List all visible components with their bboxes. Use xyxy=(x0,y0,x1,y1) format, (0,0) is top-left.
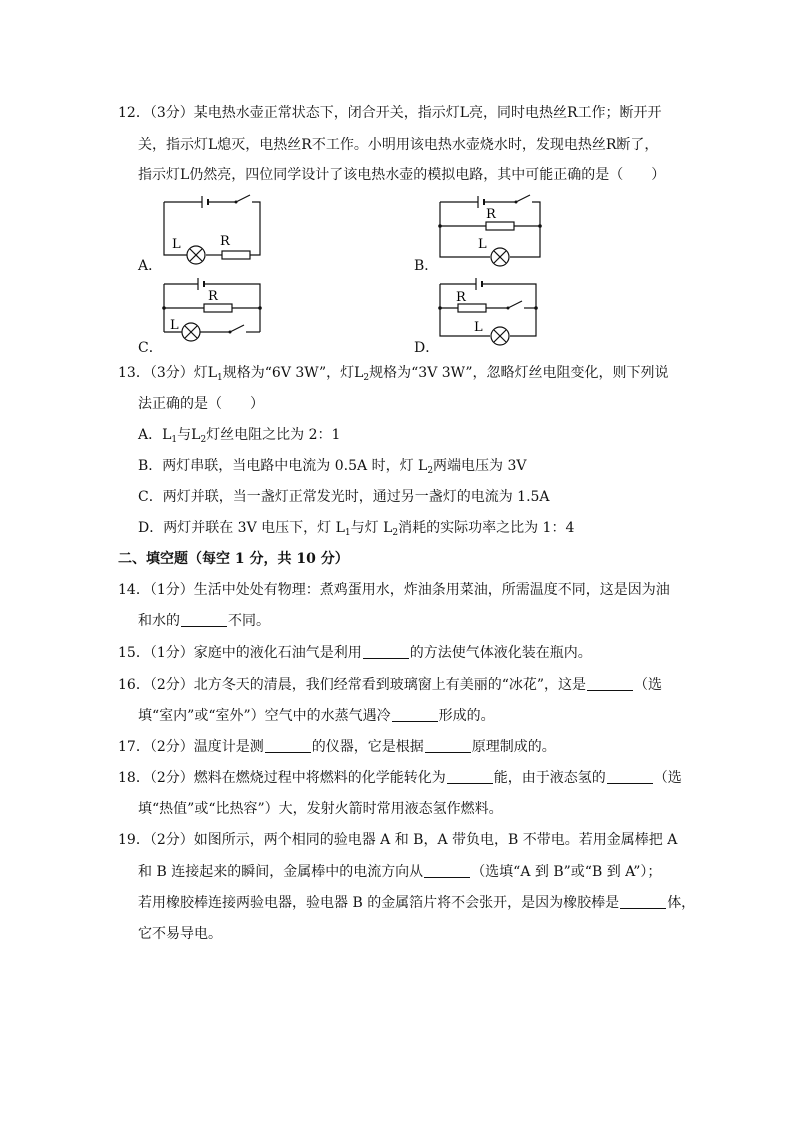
sub-2: 2 xyxy=(363,373,370,383)
q12-line3: 指示灯L仍然亮，四位同学设计了该电热水壶的模拟电路，其中可能正确的是（ ） xyxy=(138,167,666,183)
q19-line4: 它不易导电。 xyxy=(138,926,222,942)
answer-blank[interactable] xyxy=(181,612,227,627)
q13-option-a[interactable] xyxy=(138,426,340,444)
circuit-c-diagram xyxy=(150,272,270,352)
sub-2: 2 xyxy=(392,528,399,538)
q13-opt-a-text2: 与L xyxy=(177,427,201,443)
answer-blank[interactable] xyxy=(620,894,666,909)
q13-opt-a-text3: 灯丝电阻之比为 2：1 xyxy=(206,427,341,443)
option-a-label[interactable]: A． xyxy=(138,258,163,274)
option-b-label[interactable]: B． xyxy=(414,258,439,274)
q13-option-c[interactable]: C．两灯并联，当一盏灯正常发光时，通过另一盏灯的电流为 1.5A xyxy=(138,489,550,505)
answer-blank[interactable] xyxy=(587,676,633,691)
circuit-d-label-R: R xyxy=(456,290,466,305)
q17-text-a: 17．（2分）温度计是测 xyxy=(118,739,264,755)
q13-line1-b: 规格为“6V 3W”，灯L xyxy=(222,365,364,381)
q12-line2: 关，指示灯L熄灭，电热丝R不工作。小明用该电热水壶烧水时，发现电热丝R断了， xyxy=(138,137,659,153)
q19-text-b: （选填“A 到 B”或“B 到 A”）； xyxy=(471,864,662,880)
circuit-d-diagram xyxy=(428,272,558,352)
q13-option-b[interactable] xyxy=(138,457,527,475)
q16-text-c: 填“室内”或“室外”）空气中的水蒸气遇冷 xyxy=(138,708,391,724)
q19-text-d: 体， xyxy=(667,895,696,911)
q18-line1 xyxy=(118,769,682,787)
answer-blank[interactable] xyxy=(265,738,311,753)
q15-text-b: 的方法使气体液化装在瓶内。 xyxy=(409,645,592,661)
q19-line3 xyxy=(138,894,695,912)
circuit-b-label-R: R xyxy=(486,207,496,222)
sub-1: 1 xyxy=(344,528,351,538)
q18-text-a: 18．（2分）燃料在燃烧过程中将燃料的化学能转化为 xyxy=(118,770,446,786)
sub-2: 2 xyxy=(427,466,434,476)
q17-text-b: 的仪器，它是根据 xyxy=(311,739,424,755)
answer-blank[interactable] xyxy=(447,769,493,784)
q16-line2 xyxy=(138,707,495,725)
q13-opt-b-text2: 两端电压为 3V xyxy=(433,458,527,474)
q16-text-d: 形成的。 xyxy=(438,708,495,724)
circuit-d-label-L: L xyxy=(474,320,483,335)
answer-blank[interactable] xyxy=(425,738,471,753)
q13-line2: 法正确的是（ ） xyxy=(138,396,264,412)
answer-blank[interactable] xyxy=(607,769,653,784)
answer-blank[interactable] xyxy=(363,644,409,659)
circuit-a-label-L: L xyxy=(172,237,181,252)
circuit-a-label-R: R xyxy=(220,234,230,249)
q19-text-c: 若用橡胶棒连接两验电器，验电器 B 的金属箔片将不会张开，是因为橡胶棒是 xyxy=(138,895,620,911)
circuit-b-diagram xyxy=(428,190,558,270)
sub-1: 1 xyxy=(217,373,223,383)
q14-line2 xyxy=(138,612,270,630)
option-d-label[interactable]: D． xyxy=(414,340,440,356)
circuit-c-label-R: R xyxy=(208,289,218,304)
q18-text-b: 能，由于液态氢的 xyxy=(493,770,606,786)
q18-text-c: （选 xyxy=(653,770,682,786)
q12-line1: 12．（3分）某电热水壶正常状态下，闭合开关，指示灯L亮，同时电热丝R工作；断开开 xyxy=(118,105,662,121)
q17-line xyxy=(118,738,556,756)
circuit-b-label-L: L xyxy=(478,237,487,252)
q19-line1: 19．（2分）如图所示，两个相同的验电器 A 和 B，A 带负电，B 不带电。若用金属棒把 A xyxy=(118,832,678,848)
sub-2: 2 xyxy=(200,435,207,445)
section-heading: 二、填空题（每空 1 分，共 10 分） xyxy=(118,551,349,567)
option-c-label[interactable]: C． xyxy=(138,340,163,356)
q19-line2 xyxy=(138,863,661,881)
q14-text-a: 和水的 xyxy=(138,613,180,629)
q16-text-a: 16．（2分）北方冬天的清晨，我们经常看到玻璃窗上有美丽的“冰花”，这是 xyxy=(118,677,587,693)
q13-line1-c: 规格为“3V 3W”，忽略灯丝电阻变化，则下列说 xyxy=(369,365,669,381)
answer-blank[interactable] xyxy=(424,863,470,878)
q18-line2: 填“热值”或“比热容”）大，发射火箭时常用液态氢作燃料。 xyxy=(138,801,503,817)
q17-text-c: 原理制成的。 xyxy=(471,739,556,755)
q13-opt-b-text: B．两灯串联，当电路中电流为 0.5A 时，灯 L xyxy=(138,458,428,474)
q13-option-d[interactable] xyxy=(138,519,574,537)
q16-line1 xyxy=(118,676,662,694)
q16-text-b: （选 xyxy=(634,677,663,693)
q14-text-b: 不同。 xyxy=(228,613,270,629)
q15-line xyxy=(118,644,592,662)
q13-opt-d-text3: 消耗的实际功率之比为 1：4 xyxy=(398,520,575,536)
q13-opt-a-text: A．L xyxy=(138,427,172,443)
q13-line1-a: 13．（3分）灯L xyxy=(118,365,218,381)
circuit-a-diagram xyxy=(150,190,270,270)
q14-line1: 14．（1分）生活中处处有物理：煮鸡蛋用水，炸油条用菜油，所需温度不同，这是因为油 xyxy=(118,582,670,598)
q13-opt-d-text2: 与灯 L xyxy=(350,520,393,536)
q15-text-a: 15．（1分）家庭中的液化石油气是利用 xyxy=(118,645,362,661)
circuit-c-label-L: L xyxy=(170,318,179,333)
answer-blank[interactable] xyxy=(392,707,438,722)
q19-text-a: 和 B 连接起来的瞬间，金属棒中的电流方向从 xyxy=(138,864,424,880)
q13-line1 xyxy=(118,364,668,382)
sub-1: 1 xyxy=(171,435,178,445)
q13-opt-d-text: D．两灯并联在 3V 电压下，灯 L xyxy=(138,520,345,536)
